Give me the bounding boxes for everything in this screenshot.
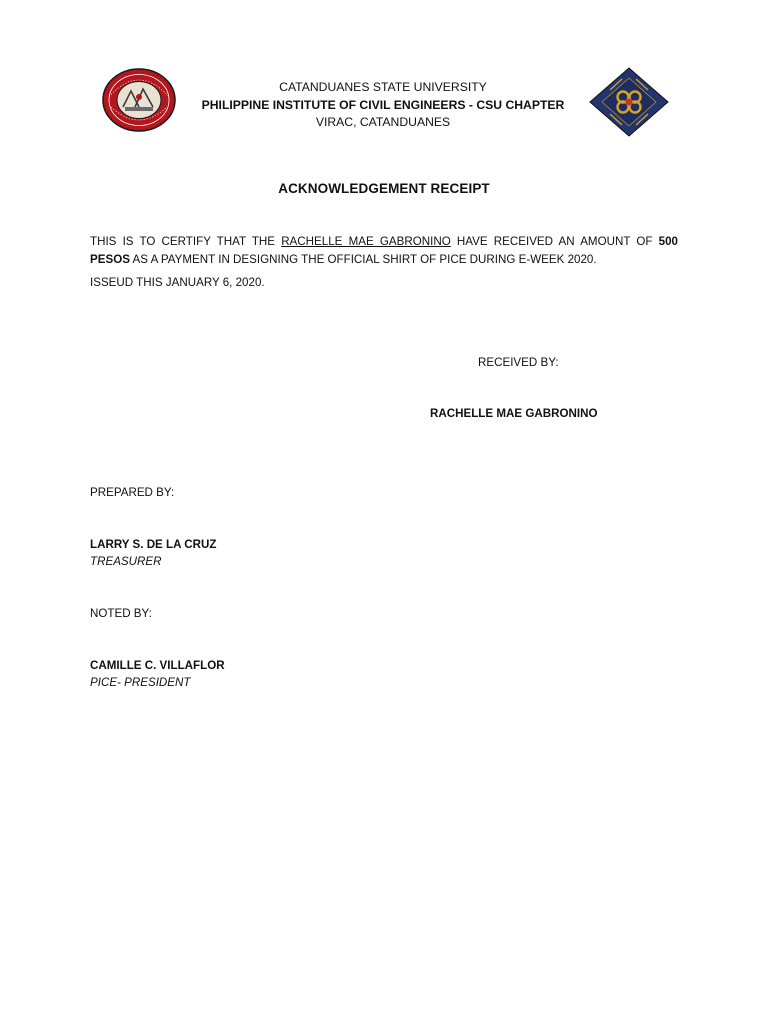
prepared-by-name: LARRY S. DE LA CRUZ [90,538,217,551]
organization-name: PHILIPPINE INSTITUTE OF CIVIL ENGINEERS - CSU CHAPTER [201,97,565,112]
noted-by-role: PICE- PRESIDENT [90,676,191,689]
recipient-name: RACHELLE MAE GABRONINO [281,235,451,248]
received-by-name: RACHELLE MAE GABRONINO [430,407,598,420]
university-name: CATANDUANES STATE UNIVERSITY [279,80,487,94]
issued-date: ISSEUD THIS JANUARY 6, 2020. [90,276,265,289]
document-title: ACKNOWLEDGEMENT RECEIPT [278,181,490,196]
certification-paragraph [90,233,678,269]
paragraph-text-start: THIS IS TO CERTIFY THAT THE [90,235,282,248]
letterhead [190,79,576,132]
paragraph-text-end: AS A PAYMENT IN DESIGNING THE OFFICIAL SHIRT OF PICE DURING E-WEEK 2020. [129,253,597,266]
payment-amount: 500 PESOS [90,235,678,266]
college-of-engineering-logo [101,67,177,133]
location: VIRAC, CATANDUANES [315,115,451,129]
paragraph-text-mid: HAVE RECEIVED AN AMOUNT OF [450,235,659,248]
noted-by-name: CAMILLE C. VILLAFLOR [90,659,225,672]
received-by-label: RECEIVED BY: [478,356,559,369]
prepared-by-role: TREASURER [90,555,162,568]
prepared-by-label: PREPARED BY: [90,486,175,499]
pice-logo [588,66,670,138]
noted-by-label: NOTED BY: [90,607,152,620]
